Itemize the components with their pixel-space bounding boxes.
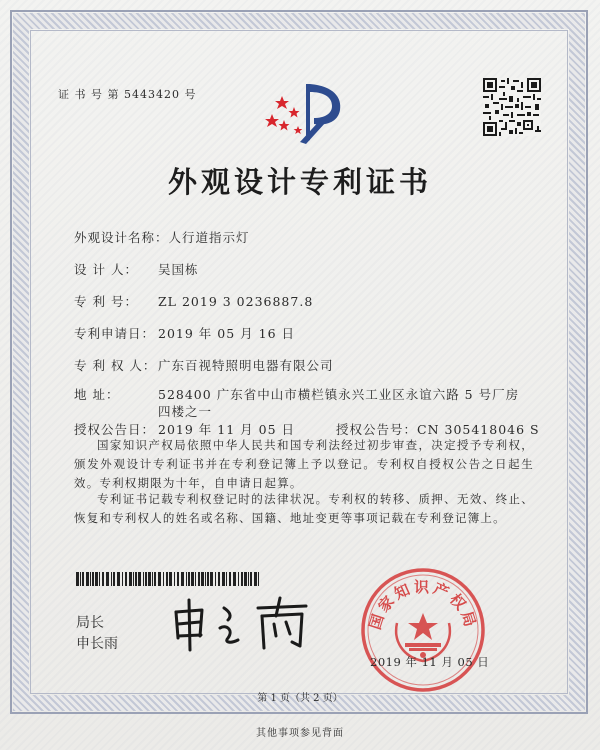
filing-date-label: 专利申请日： bbox=[74, 326, 156, 341]
qr-code-icon bbox=[483, 78, 541, 136]
patent-number-label: 专 利 号： bbox=[74, 294, 138, 309]
address-line-2: 四楼之一 bbox=[158, 404, 213, 419]
official-seal-stamp bbox=[358, 565, 488, 695]
address-label: 地 址： bbox=[74, 387, 120, 402]
designer-value: 吴国栋 bbox=[158, 262, 199, 277]
patentee-value: 广东百视特照明电器有限公司 bbox=[158, 358, 334, 373]
patent-number-value: ZL 2019 3 0236887.8 bbox=[158, 294, 314, 309]
design-name-value: 人行道指示灯 bbox=[168, 230, 250, 245]
certificate-number: 证 书 号 第 5443420 号 bbox=[58, 88, 197, 101]
field-designer bbox=[74, 260, 199, 278]
patentee-label: 专 利 权 人： bbox=[74, 358, 157, 373]
field-patentee bbox=[74, 356, 334, 374]
grant-pub-date-label: 授权公告日： bbox=[74, 422, 156, 437]
barcode-icon bbox=[76, 572, 260, 586]
field-address bbox=[74, 385, 519, 403]
designer-label: 设 计 人： bbox=[74, 262, 138, 277]
filing-date-value: 2019 年 05 月 16 日 bbox=[158, 326, 295, 341]
address-value: 528400 广东省中山市横栏镇永兴工业区永谊六路 5 号厂房 bbox=[158, 387, 520, 402]
body-paragraph-1: 国家知识产权局依照中华人民共和国专利法经过初步审查，决定授予专利权，颁发外观设计专利证书并在专利登记簿上予以登记。专利权自授权公告之日起生效。专利权期限为十年，自申请日起算。 bbox=[74, 438, 534, 490]
design-name-label: 外观设计名称： bbox=[74, 230, 169, 245]
seal-text: 国家知识产权局 bbox=[365, 578, 481, 632]
seal-date: 2019 年 11 月 05 日 bbox=[370, 655, 490, 669]
director-name: 申长雨 bbox=[76, 636, 118, 652]
grant-pub-no-value: CN 305418046 S bbox=[417, 422, 540, 437]
grant-pub-date-value: 2019 年 11 月 05 日 bbox=[158, 422, 295, 437]
footer-note: 其他事项参见背面 bbox=[256, 728, 344, 739]
field-patent-number bbox=[74, 292, 313, 310]
certificate-title: 外观设计专利证书 bbox=[167, 165, 432, 199]
patent-office-logo-icon bbox=[262, 76, 350, 148]
handwritten-signature bbox=[168, 594, 318, 654]
body-paragraph-2: 专利证书记载专利权登记时的法律状况。专利权的转移、质押、无效、终止、恢复和专利权人的姓名或名称、国籍、地址变更等事项记载在专利登记簿上。 bbox=[74, 492, 534, 525]
grant-pub-no-label: 授权公告号： bbox=[336, 422, 418, 437]
director-title: 局长 bbox=[76, 615, 104, 631]
field-design-name bbox=[74, 228, 250, 246]
page-number: 第 1 页（共 2 页） bbox=[257, 693, 343, 704]
field-filing-date bbox=[74, 324, 295, 342]
